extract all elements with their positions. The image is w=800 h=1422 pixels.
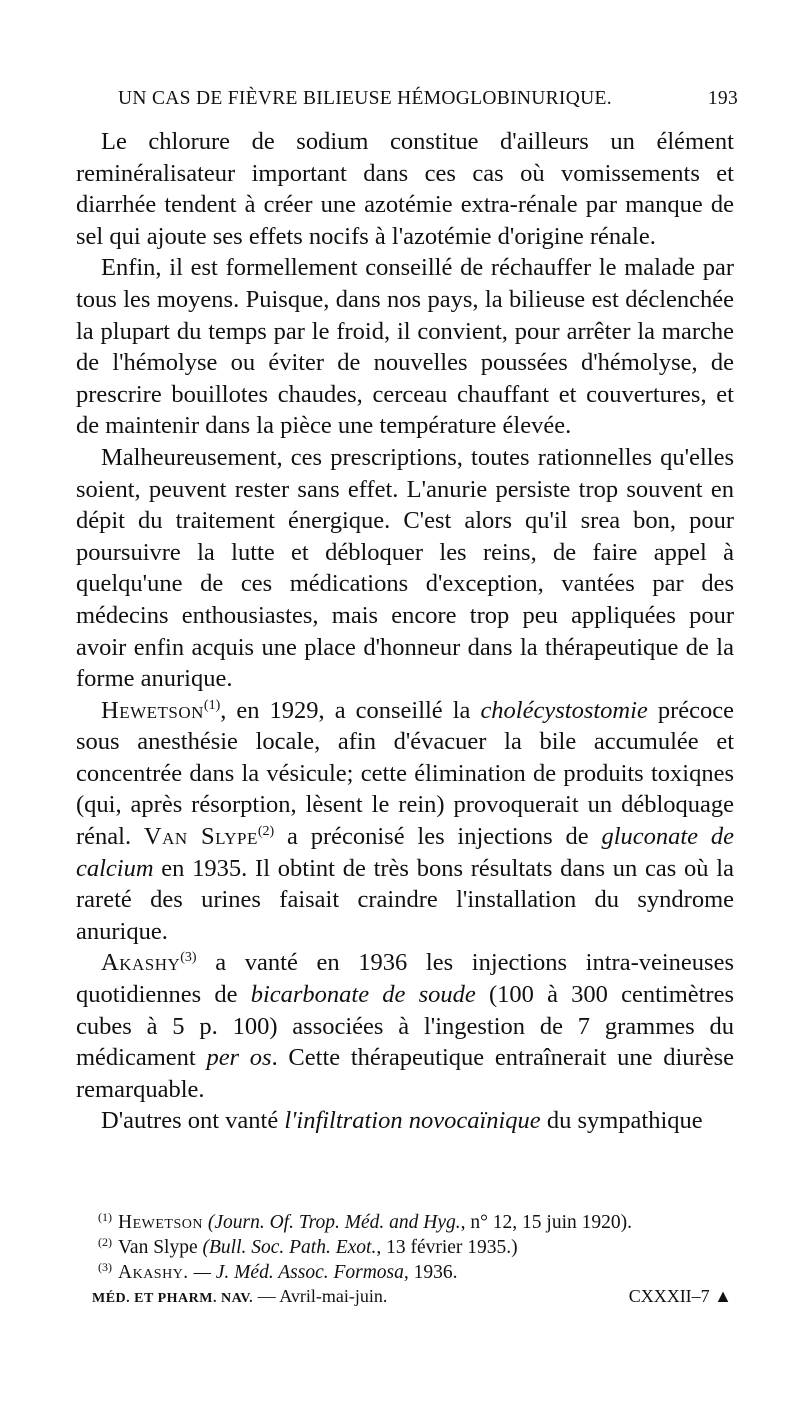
running-header <box>118 88 738 110</box>
emphasis: l'infiltration novocaïnique <box>284 1107 541 1135</box>
footnote-mark: (3) <box>98 1259 112 1274</box>
text-run: en 1935. Il obtint de très bons résultats dans un cas où la rareté des urines faisait craindre l'installation du syndrome anurique. <box>76 854 734 945</box>
footnotes <box>98 1210 728 1285</box>
author-name: Akashy <box>101 949 181 977</box>
text-run: , en 1929, a conseillé la <box>220 696 481 724</box>
paragraph-chlorure: Le chlorure de sodium constitue d'ailleurs un élément reminéralisateur important dans ces cas où vomissements et diarrhée tendent à créer une azotémie extra-rénale par manque de sel qui ajoute ses effets nocifs à l'azotémie d'origine rénale. <box>76 128 734 250</box>
page-number: 193 <box>707 88 738 109</box>
paragraph-akashy <box>76 947 734 1105</box>
footnote-author: Van Slype <box>118 1237 198 1258</box>
footnote-ref: (3) <box>180 950 197 966</box>
text-run: a préconisé les injections de <box>274 823 602 851</box>
text-run: . Cette thérapeutique entraînerait une diurèse remarquable. <box>76 1044 734 1103</box>
footnote-author: Hewetson <box>118 1212 203 1233</box>
emphasis: cholécystostomie <box>480 696 648 724</box>
footnote-3 <box>98 1260 728 1285</box>
text-run: du sympathique <box>540 1107 703 1135</box>
text-run: D'autres ont vanté <box>101 1107 285 1135</box>
signature-mark: CXXXII–7 ▲ <box>628 1286 732 1306</box>
footnote-1 <box>98 1210 728 1235</box>
author-name: Van Slype <box>143 823 258 851</box>
running-title: UN CAS DE FIÈVRE BILIEUSE HÉMOGLOBINURIQUE. <box>118 88 612 109</box>
body-text <box>76 126 734 1137</box>
footnote-2 <box>98 1235 728 1260</box>
issue-date: — Avril-mai-juin. <box>253 1286 388 1306</box>
footnote-source: (Bull. Soc. Path. Exot. <box>202 1237 377 1258</box>
text-run: précoce sous anesthésie locale, afin d'évacuer la bile accumulée et concentrée dans la vésicule; cette élimination de produits toxiqnes (qui, après résorption, lèsent le rein) provoquerait un débloquage rénal. <box>76 696 734 851</box>
footnote-ref: (1) <box>203 697 221 713</box>
paragraph-anurie: Malheureusement, ces prescriptions, toutes rationnelles qu'elles soient, peuvent rester sans effet. L'anurie persiste trop souvent en dépit du traitement énergique. C'est alors qu'il srea bon, pour poursuivre la lutte et débloquer les reins, de faire appel à quelqu'une de ces médications d'exception, vantées par des médecins enthousiastes, mais encore trop peu appliquées pour avoir enfin acquis une place d'honneur dans la thérapeutique de la forme anurique. <box>76 443 734 693</box>
footnote-author: Akashy. <box>118 1262 189 1283</box>
paragraph-sympathique <box>76 1105 734 1137</box>
footer-journal <box>92 1286 387 1306</box>
footnote-mark: (1) <box>98 1209 112 1224</box>
footnote-mark: (2) <box>98 1234 112 1249</box>
footnote-detail: , n° 12, 15 juin 1920). <box>460 1212 632 1233</box>
footnote-source: (Journ. Of. Trop. Méd. and Hyg. <box>207 1212 461 1233</box>
journal-abbrev: MÉD. ET PHARM. NAV. <box>92 1291 254 1306</box>
text-run: (100 à 300 centimètres cubes à 5 p. 100) associées à l'ingestion de 7 grammes du médicament <box>76 981 734 1072</box>
footnote-source: — J. Méd. Assoc. Formosa, <box>188 1262 409 1283</box>
emphasis: per os <box>206 1044 272 1072</box>
paragraph-hewetson <box>76 695 734 948</box>
text-run: a vanté en 1936 les injections intra-veineuses quotidiennes de <box>76 949 734 1009</box>
footnote-ref: (2) <box>257 823 275 839</box>
author-name: Hewetson <box>101 696 204 724</box>
footnote-detail: 1936. <box>408 1262 458 1283</box>
emphasis: bicarbonate de soude <box>250 981 476 1009</box>
page-footer <box>92 1286 732 1307</box>
emphasis: gluconate de calcium <box>76 823 734 882</box>
footnote-detail: , 13 février 1935.) <box>376 1237 518 1258</box>
paragraph-rechauffer: Enfin, il est formellement conseillé de réchauffer le malade par tous les moyens. Puisque, dans nos pays, la bilieuse est déclenchée la plupart du temps par le froid, il convient, pour arrêter la marche de l'hémolyse ou éviter de nouvelles poussées d'hémolyse, de prescrire bouillotes chaudes, cerceau chauffant et couvertures, et de maintenir dans la pièce une température élevée. <box>76 254 734 440</box>
